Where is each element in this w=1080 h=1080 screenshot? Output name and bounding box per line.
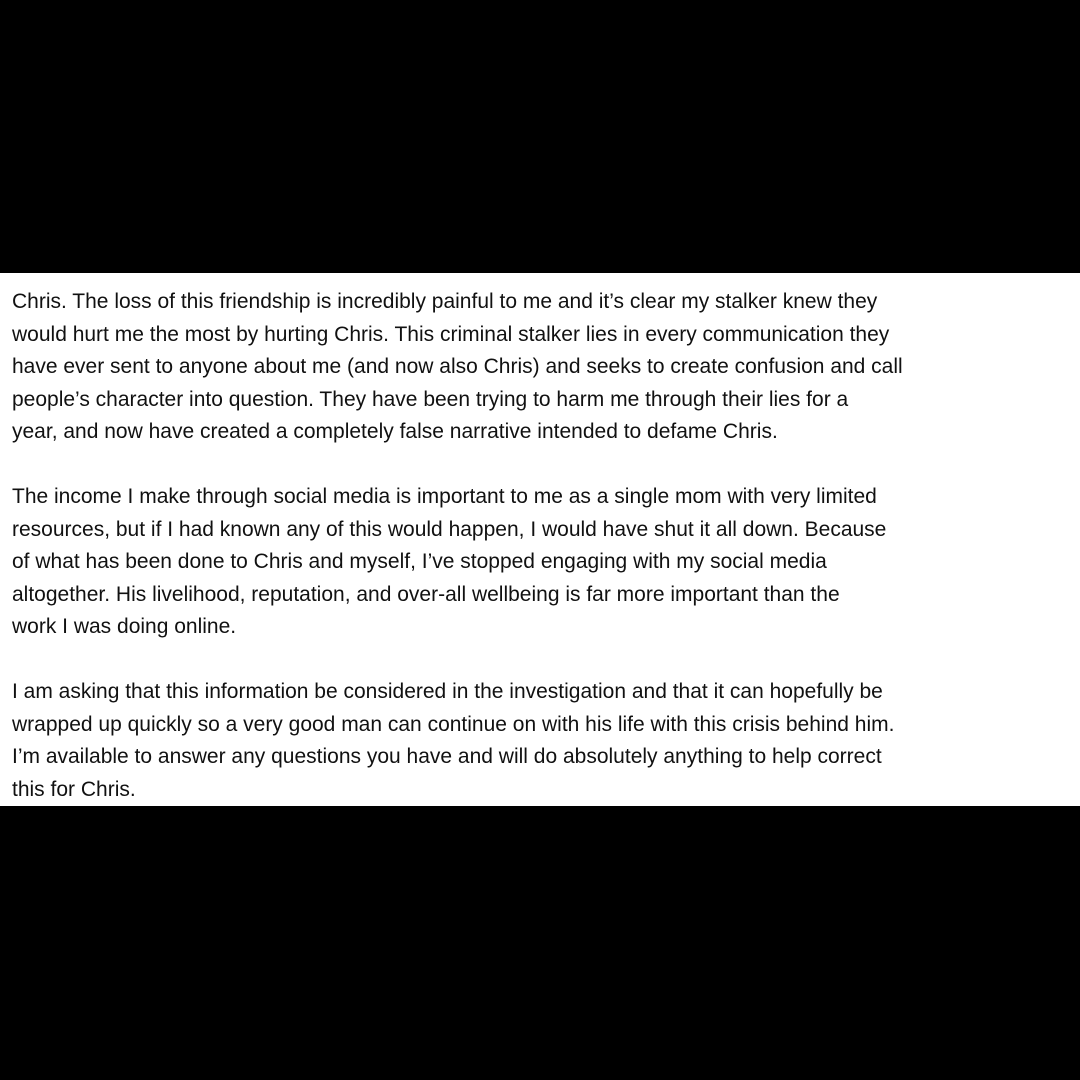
text-line: altogether. His livelihood, reputation, and over-all wellbeing is far more important than the	[12, 582, 840, 606]
paragraph-spacer	[12, 449, 1068, 482]
paragraph-spacer	[12, 644, 1068, 677]
text-line: The income I make through social media is important to me as a single mom with very limited	[12, 485, 877, 508]
text-line: year, and now have created a completely false narrative intended to defame Chris.	[12, 420, 778, 443]
text-line: people’s character into question. They have been trying to harm me through their lies for a	[12, 387, 849, 411]
text-line: resources, but if I had known any of this would happen, I would have shut it all down. Because	[12, 517, 887, 541]
text-line: I am asking that this information be considered in the investigation and that it can hopefully be	[12, 680, 883, 703]
text-line: have ever sent to anyone about me (and now also Chris) and seeks to create confusion and call	[12, 355, 903, 378]
paragraph-2	[12, 481, 1068, 644]
paragraph-3	[12, 676, 1068, 806]
document-page	[0, 273, 1080, 806]
text-line: I’m available to answer any questions you have and will do absolutely anything to help correct	[12, 745, 882, 768]
text-line: this for Chris.	[12, 777, 136, 801]
text-line: of what has been done to Chris and myself, I’ve stopped engaging with my social media	[12, 550, 827, 573]
text-line: would hurt me the most by hurting Chris. This criminal stalker lies in every communication they	[12, 322, 890, 346]
text-line: Chris. The loss of this friendship is incredibly painful to me and it’s clear my stalker knew they	[12, 290, 878, 313]
paragraph-1	[12, 286, 1068, 449]
text-line: work I was doing online.	[12, 615, 237, 638]
text-line: wrapped up quickly so a very good man can continue on with his life with this crisis behind him.	[12, 712, 895, 736]
